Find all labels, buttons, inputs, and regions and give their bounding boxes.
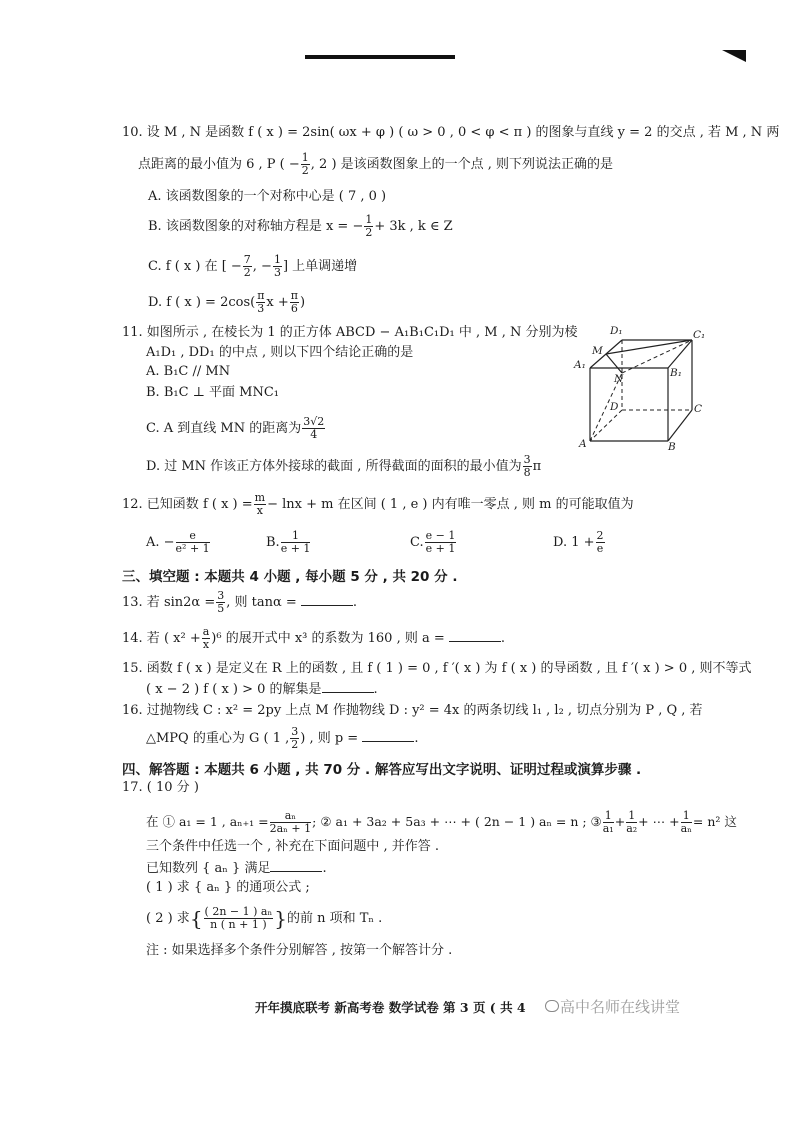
q10-option-d: D. f ( x ) = 2cos( $\frac{\pi}{3}$ x + $\frac{\pi}{6}$ ) [148,289,306,315]
chat-icon [545,1000,559,1012]
cube-figure [570,318,710,456]
watermark: 高中名师在线讲堂 [560,998,681,1016]
q17-note: 注 : 如果选择多个条件分别解答 , 按第一个解答计分 . [146,943,453,958]
edge [668,410,692,441]
label-a1: A₁ [574,359,586,371]
section4-heading: 四、解答题 : 本题共 6 小题 , 共 70 分 . 解答应写出文字说明、证明过程或演算步骤 . [122,762,642,778]
answer-blank [362,729,414,742]
q10-line2: 点距离的最小值为 6 , P ( − $\frac{1}{2}$ , 2 ) 是该函数图象上的一个点 , 则下列说法正确的是 [138,151,614,177]
label-a: A [579,438,587,450]
label-m: M [592,345,603,357]
answer-blank [270,859,322,872]
label-d1: D₁ [610,325,623,337]
q17-part1: ( 1 ) 求 { aₙ } 的通项公式 ; [146,880,310,895]
q10-line1: 10. 设 M , N 是函数 f ( x ) = 2sin( ωx + φ ) ( ω > 0 , 0 < φ < π ) 的图象与直线 y = 2 的交点 , 若 M , N 两 [122,125,780,140]
page-footer: 开年摸底联考 新高考卷 数学试卷 第 3 页 ( 共 4 [255,1000,526,1015]
label-c: C [694,403,703,415]
q14: 14. 若 ( x² + $\frac{a}{x}$ )⁶ 的展开式中 x³ 的系数为 160 , 则 a = . [122,625,506,651]
q15-line2: ( x − 2 ) f ( x ) > 0 的解集是 . [146,682,378,697]
answer-blank [301,593,353,606]
label-d: D [610,401,619,413]
q17-part2: ( 2 ) 求{ $\frac{\text{( 2n − 1 ) aₙ}}{n ( n + 1 )}$ }的前 n 项和 Tₙ . [146,905,383,931]
q13: 13. 若 sin2α = $\frac{3}{5}$ , 则 tanα = . [122,589,358,615]
q10-option-b: B. 该函数图象的对称轴方程是 x = − $\frac{1}{2}$ + 3k , k ∈ Z [148,213,453,239]
q11-line1: 11. 如图所示 , 在棱长为 1 的正方体 ABCD − A₁B₁C₁D₁ 中 , M , N 分别为棱 [122,325,578,340]
label-b: B [668,441,676,453]
q16-line1: 16. 过抛物线 C : x² = 2py 上点 M 作抛物线 D : y² = 4x 的两条切线 l₁ , l₂ , 切点分别为 P , Q , 若 [122,703,703,718]
label-b1: B₁ [670,367,682,379]
q12-option-d: D. 1 + $\frac{2}{e}$ [553,529,604,555]
q11-option-a: A. B₁C // MN [146,364,231,379]
corner-mark [722,50,746,62]
q16-line2: △MPQ 的重心为 G ( 1 , $\frac{3}{2}$ ) , 则 p = . [146,725,419,751]
q17-conditions: 在 ① a₁ = 1 , aₙ₊₁ = $\frac{\text{aₙ}}{\text{2aₙ + 1}}$ ; ② a₁ + 3a₂ + 5a₃ + ⋯ + ( 2n − 1 ) aₙ = n ; ③ $\frac{1}{\text{a₁}}$ + $\frac{1}{\text{a₂}}$ + ⋯ + $\frac{1}{\text{aₙ}}$ = n² 这 [146,809,737,835]
segment-mn [606,354,622,373]
top-rule [305,55,455,59]
q10-option-c: C. f ( x ) 在 [ − $\frac{7}{2}$ , − $\frac{1}{3}$ ] 上单调递增 [148,253,358,279]
hidden-edge [590,410,622,441]
q15-line1: 15. 函数 f ( x ) 是定义在 R 上的函数 , 且 f ( 1 ) = 0 , f ′( x ) 为 f ( x ) 的导函数 , 且 f ′( x ) > 0 , 则不等式 [122,661,752,676]
label-n: N [614,373,624,385]
answer-blank [449,629,501,642]
q12-option-b: B. $\frac{1}{e + 1}$ [266,529,311,555]
edge [668,340,692,368]
q11-option-c: C. A 到直线 MN 的距离为 $\frac{3√2}{4}$ [146,415,325,441]
section3-heading: 三、填空题 : 本题共 4 小题 , 每小题 5 分 , 共 20 分 . [122,569,458,585]
label-c1: C₁ [693,329,706,341]
q11-line2: A₁D₁ , DD₁ 的中点 , 则以下四个结论正确的是 [146,345,414,360]
q12-stem: 12. 已知函数 f ( x ) = $\frac{m}{x}$ − lnx + m 在区间 ( 1 , e ) 内有唯一零点 , 则 m 的可能取值为 [122,491,634,517]
q12-option-c: C. $\frac{e - 1}{e + 1}$ [410,529,456,555]
q17-head: 17. ( 10 分 ) [122,780,199,795]
q11-option-d: D. 过 MN 作该正方体外接球的截面 , 所得截面的面积的最小值为 $\frac{3}{8}$ π [146,453,542,479]
q17-line2: 三个条件中任选一个 , 补充在下面问题中 , 并作答 . [146,839,440,854]
q11-option-b: B. B₁C ⊥ 平面 MNC₁ [146,385,279,400]
q10-option-a: A. 该函数图象的一个对称中心是 ( 7 , 0 ) [148,189,387,204]
q17-line3: 已知数列 { aₙ } 满足 . [146,861,327,876]
q12-option-a: A. − $\frac{e}{\text{e² + 1}}$ [146,529,210,555]
fraction: $\frac{1}{2}$ [301,151,309,177]
answer-blank [322,680,374,693]
